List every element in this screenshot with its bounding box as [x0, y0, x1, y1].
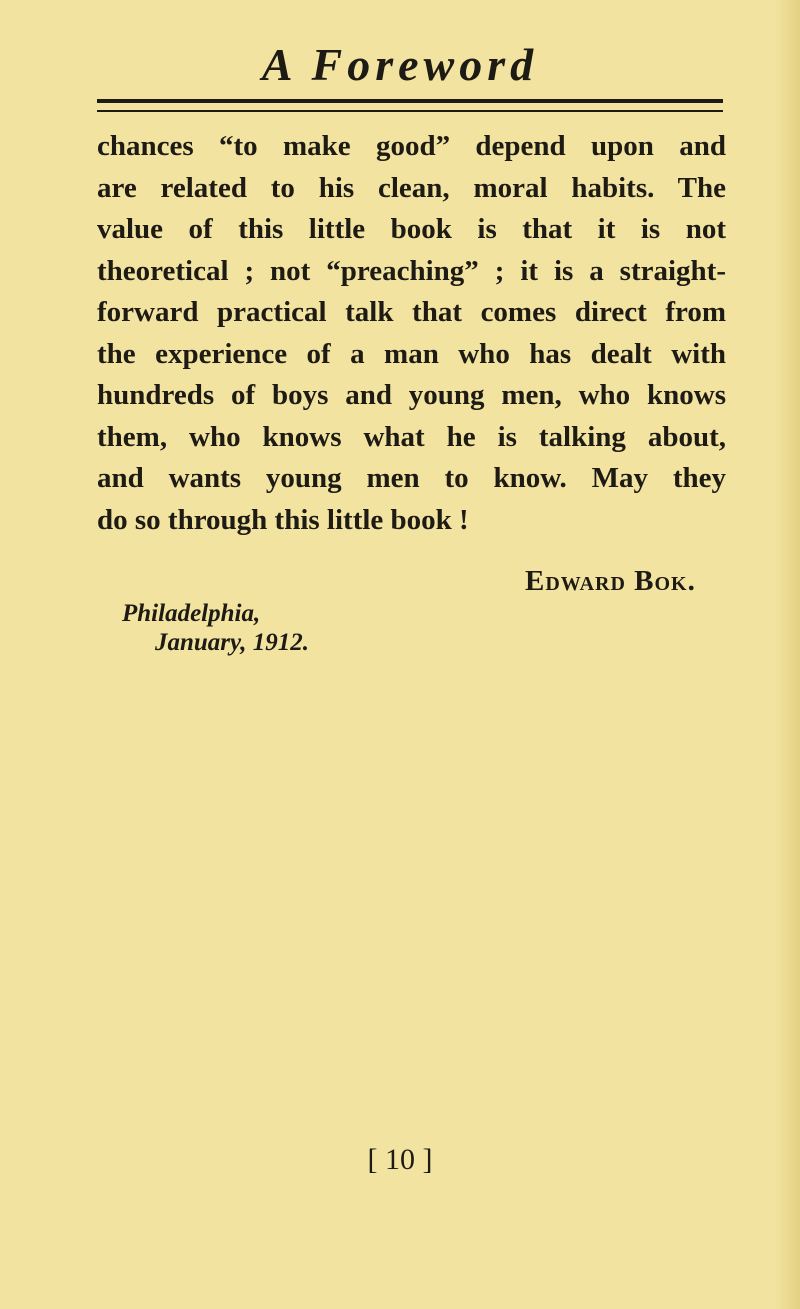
body-line: theoretical ; not “preaching” ; it is a straight- — [97, 254, 726, 287]
body-line: value of this little book is that it is not — [97, 213, 726, 245]
body-line: hundreds of boys and young men, who knows — [97, 379, 726, 411]
body-line: the experience of a man who has dealt with — [97, 337, 726, 370]
date-line: January, 1912. — [155, 629, 309, 656]
running-head: A Foreword — [261, 39, 539, 90]
body-line: do so through this little book ! — [97, 503, 469, 536]
body-line: are related to his clean, moral habits. The — [97, 171, 726, 204]
header-rule-thick — [97, 99, 723, 103]
body-line: and wants young men to know. May they — [97, 462, 726, 494]
author-signature: Edward Bok. — [525, 565, 696, 597]
header-rule-thin — [97, 110, 723, 112]
body-line: forward practical talk that comes direct from — [97, 296, 726, 328]
foreword-body — [97, 126, 726, 541]
page-edge-shadow — [774, 0, 800, 1309]
page-number: [ 10 ] — [367, 1143, 433, 1176]
place-line: Philadelphia, — [122, 600, 261, 627]
body-line: them, who knows what he is talking about, — [97, 420, 726, 453]
body-line: chances “to make good” depend upon and — [97, 130, 726, 162]
